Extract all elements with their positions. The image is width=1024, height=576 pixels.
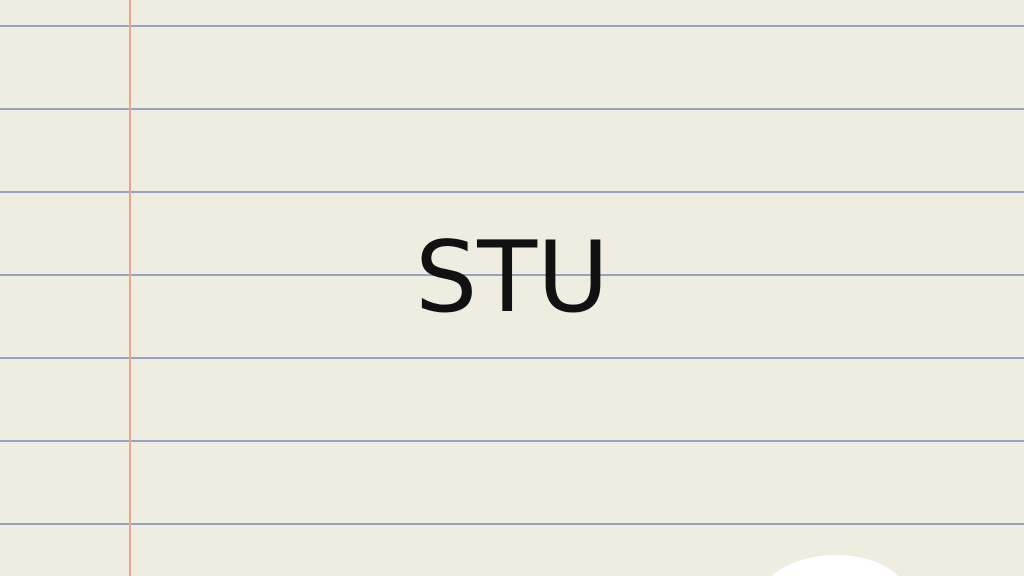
ruled-line-1: [0, 25, 1024, 27]
ruled-line-7: [0, 523, 1024, 525]
ruled-line-2: [0, 108, 1024, 110]
ruled-line-3: [0, 191, 1024, 193]
ruled-line-6: [0, 440, 1024, 442]
corner-blob-decoration: [757, 552, 909, 576]
ruled-line-5: [0, 357, 1024, 359]
main-text: STU: [415, 221, 609, 335]
